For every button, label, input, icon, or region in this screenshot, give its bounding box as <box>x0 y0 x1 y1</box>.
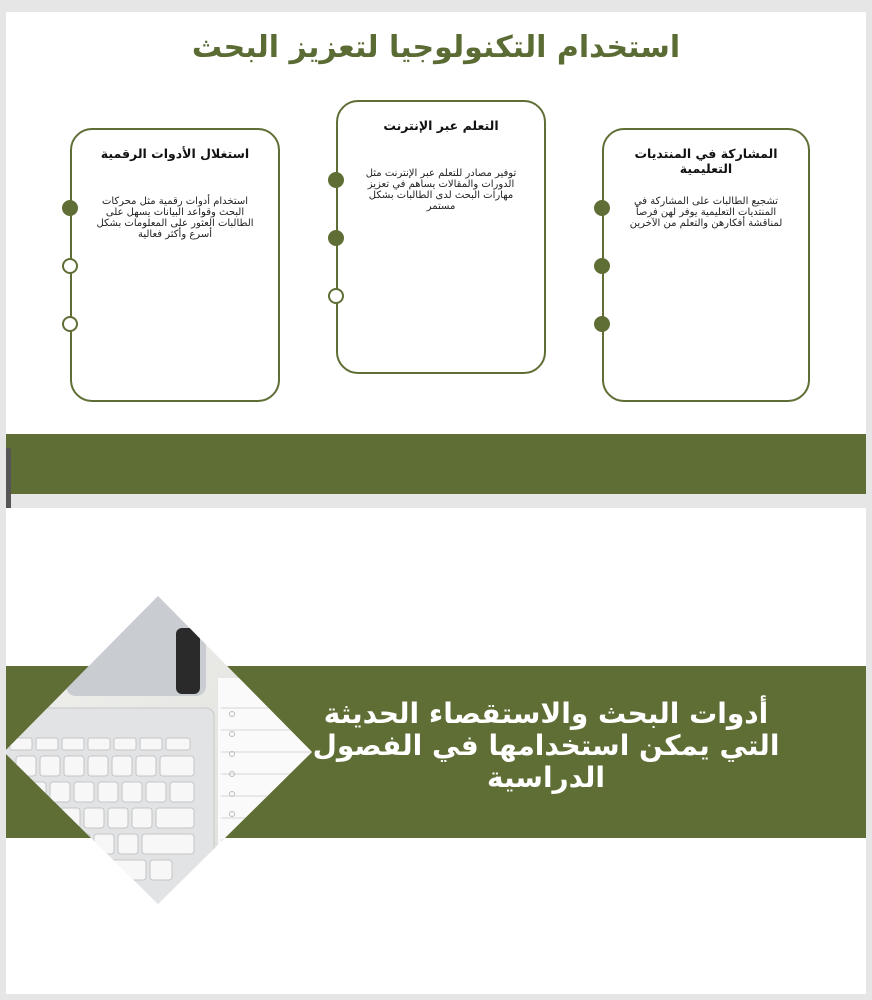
card-educational-forums-text: تشجيع الطالبات على المشاركة في المنتديات التعليمية يوفر لهن فرصاً لمناقشة أفكارهن والتعلم من الآخرين <box>629 196 783 229</box>
timeline-dot-filled <box>594 316 610 332</box>
timeline-dot-filled <box>328 230 344 246</box>
slide-1 <box>6 12 866 494</box>
card-digital-tools <box>70 128 280 402</box>
card-online-learning-text: توفير مصادر للتعلم عبر الإنترنت مثل الدورات والمقالات يساهم في تعزيز مهارات البحث لدى الطالبات بشكل مستمر <box>365 168 517 212</box>
timeline-dot-filled <box>328 172 344 188</box>
slide-2 <box>6 508 866 994</box>
card-digital-tools-title: استغلال الأدوات الرقمية <box>100 146 250 161</box>
keyboard-photo <box>6 508 326 928</box>
timeline-dot-filled <box>594 200 610 216</box>
slide-2-title: أدوات البحث والاستقصاء الحديثة التي يمكن استخدامها في الفصول الدراسية <box>312 697 780 794</box>
footer-band <box>6 434 866 494</box>
card-educational-forums <box>602 128 810 402</box>
card-online-learning <box>336 100 546 374</box>
slide-1-title: استخدام التكنولوجيا لتعزيز البحث <box>191 30 681 65</box>
timeline-dot-filled <box>594 258 610 274</box>
card-online-learning-title: التعلم عبر الإنترنت <box>383 118 499 133</box>
timeline-dot-empty <box>62 316 78 332</box>
timeline-dot-empty <box>328 288 344 304</box>
timeline-dot-empty <box>62 258 78 274</box>
card-educational-forums-title: المشاركة في المنتديات التعليمية <box>634 146 778 176</box>
timeline-dot-filled <box>62 200 78 216</box>
card-digital-tools-text: استخدام أدوات رقمية مثل محركات البحث وقواعد البيانات يسهل على الطالبات العثور على المعلومات بشكل أسرع وأكثر فعالية <box>96 196 254 240</box>
